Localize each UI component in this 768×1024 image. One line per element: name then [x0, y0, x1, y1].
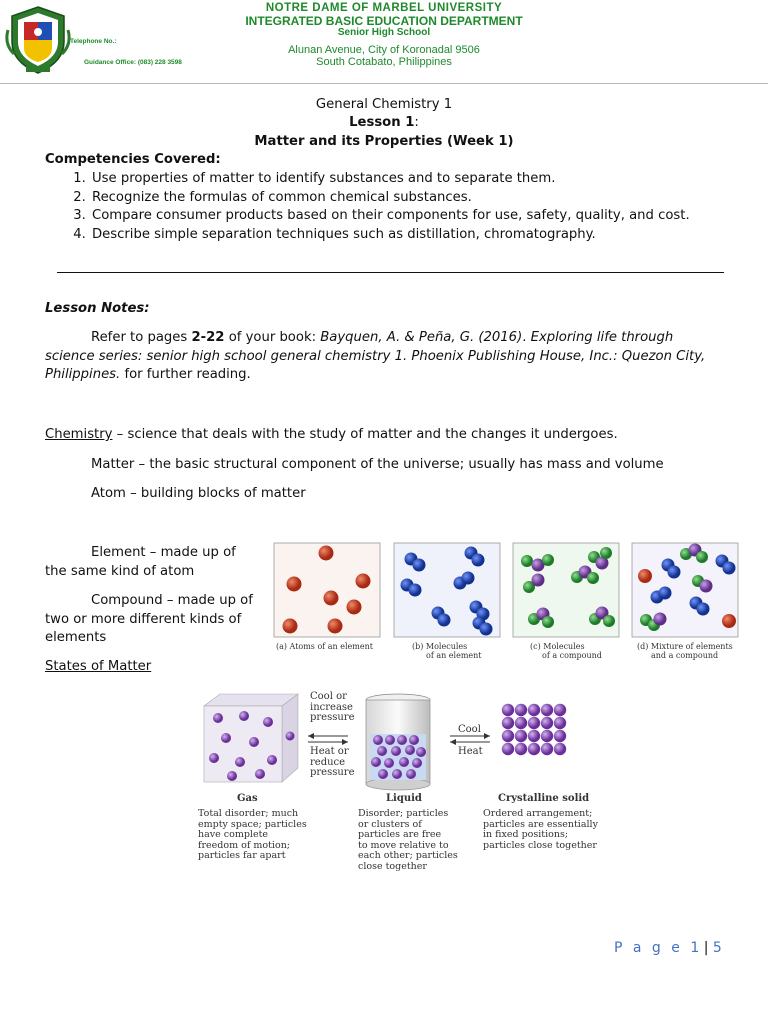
guidance-office: Guidance Office: (083) 228 3598 [84, 59, 182, 66]
states-of-matter-heading: States of Matter [45, 659, 152, 674]
solid-particle [528, 743, 540, 755]
desc-liquid: Disorder; particles or clusters of particles are free to move relative to each other; particles close together [358, 808, 458, 872]
caption-c-line2: of a compound [542, 651, 602, 660]
caption-a: (a) Atoms of an element [276, 642, 373, 651]
solid-particle [502, 743, 514, 755]
solid-particle [515, 730, 527, 742]
states-of-matter-figure [196, 690, 604, 870]
competency-item: 4. Describe simple separation techniques such as distillation, chromatography. [90, 226, 725, 245]
atom-definition: Atom – building blocks of matter [91, 486, 306, 501]
solid-particle [502, 730, 514, 742]
solid-particle [515, 717, 527, 729]
solid-particle [541, 704, 553, 716]
solid-particle [502, 717, 514, 729]
solid-particle [541, 743, 553, 755]
caption-d-line2: and a compound [651, 651, 719, 660]
solid-particle [502, 704, 514, 716]
panel-atoms-of-element [274, 543, 380, 637]
panel-molecules-of-compound [513, 543, 619, 637]
caption-b-line2: of an element [426, 651, 482, 660]
transition-arrows-left [308, 733, 348, 745]
solid-particle [528, 730, 540, 742]
lesson-topic: Matter and its Properties (Week 1) [254, 134, 514, 149]
competency-item: 2. Recognize the formulas of common chemical substances. [90, 189, 725, 208]
caption-b-line1: (b) Molecules [412, 642, 468, 651]
university-name: NOTRE DAME OF MARBEL UNIVERSITY [265, 2, 503, 14]
panel-mixture [632, 543, 738, 637]
page-number: P a g e 1 | 5 [614, 940, 722, 956]
arrow-label-heat: Heat [458, 746, 483, 757]
competency-item: 1. Use properties of matter to identify substances and to separate them. [90, 170, 725, 189]
element-definition: Element – made up of the same kind of atom [45, 545, 236, 579]
arrow-label-heat-reduce: Heat or reduce pressure [310, 746, 355, 778]
competencies-heading: Competencies Covered: [45, 152, 221, 167]
arrow-label-cool-increase: Cool or increase pressure [310, 691, 355, 723]
liquid-beaker-icon [366, 694, 430, 790]
school-name: Senior High School [337, 27, 431, 38]
competencies-list [45, 170, 725, 244]
caption-d-line1: (d) Mixture of elements [637, 642, 733, 651]
gas-container-icon [204, 694, 298, 782]
solid-particle [554, 717, 566, 729]
telephone-label: Telephone No.: [70, 38, 117, 45]
address-line-2: South Cotabato, Philippines [316, 56, 452, 68]
matter-definition: Matter – the basic structural component of the universe; usually has mass and volume [91, 457, 664, 472]
department-name: INTEGRATED BASIC EDUCATION DEPARTMENT [245, 14, 523, 28]
caption-c-line1: (c) Molecules [530, 642, 585, 651]
solid-particle [554, 704, 566, 716]
chemistry-definition: Chemistry – science that deals with the study of matter and the changes it undergoes. [45, 427, 618, 442]
address-line-1: Alunan Avenue, City of Koronadal 9506 [288, 44, 480, 56]
arrow-label-cool: Cool [458, 724, 481, 735]
reference-paragraph: Refer to pages 2-22 of your book: Bayquen, A. & Peña, G. (2016). Exploring life through science series: senior high school general chemistry 1. Phoenix Publishing House, Inc.: Quezon City, Philippines. for further reading. [45, 330, 706, 382]
label-gas: Gas [237, 793, 258, 804]
desc-solid: Ordered arrangement; particles are essentially in fixed positions; particles close together [483, 808, 598, 851]
solid-particle [541, 717, 553, 729]
crystalline-solid-icon [502, 704, 566, 755]
section-divider [57, 272, 724, 273]
solid-particle [515, 704, 527, 716]
solid-particle [554, 730, 566, 742]
solid-particle [515, 743, 527, 755]
header-divider [0, 83, 768, 84]
label-crystalline-solid: Crystalline solid [498, 793, 590, 804]
desc-gas: Total disorder; much empty space; particles have complete freedom of motion; particles far apart [198, 808, 307, 861]
competency-item: 3. Compare consumer products based on their components for use, safety, quality, and cost. [90, 207, 725, 226]
solid-particle [541, 730, 553, 742]
lesson-number: Lesson 1: [349, 115, 419, 130]
particles-figure [272, 541, 742, 667]
panel-molecules-of-element [394, 543, 500, 637]
compound-definition: Compound – made up of two or more different kinds of elements [45, 593, 253, 645]
solid-particle [528, 704, 540, 716]
solid-particle [554, 743, 566, 755]
subject-title: General Chemistry 1 [315, 97, 453, 112]
label-liquid: Liquid [386, 793, 422, 804]
lesson-notes-heading: Lesson Notes: [45, 301, 150, 316]
solid-particle [528, 717, 540, 729]
